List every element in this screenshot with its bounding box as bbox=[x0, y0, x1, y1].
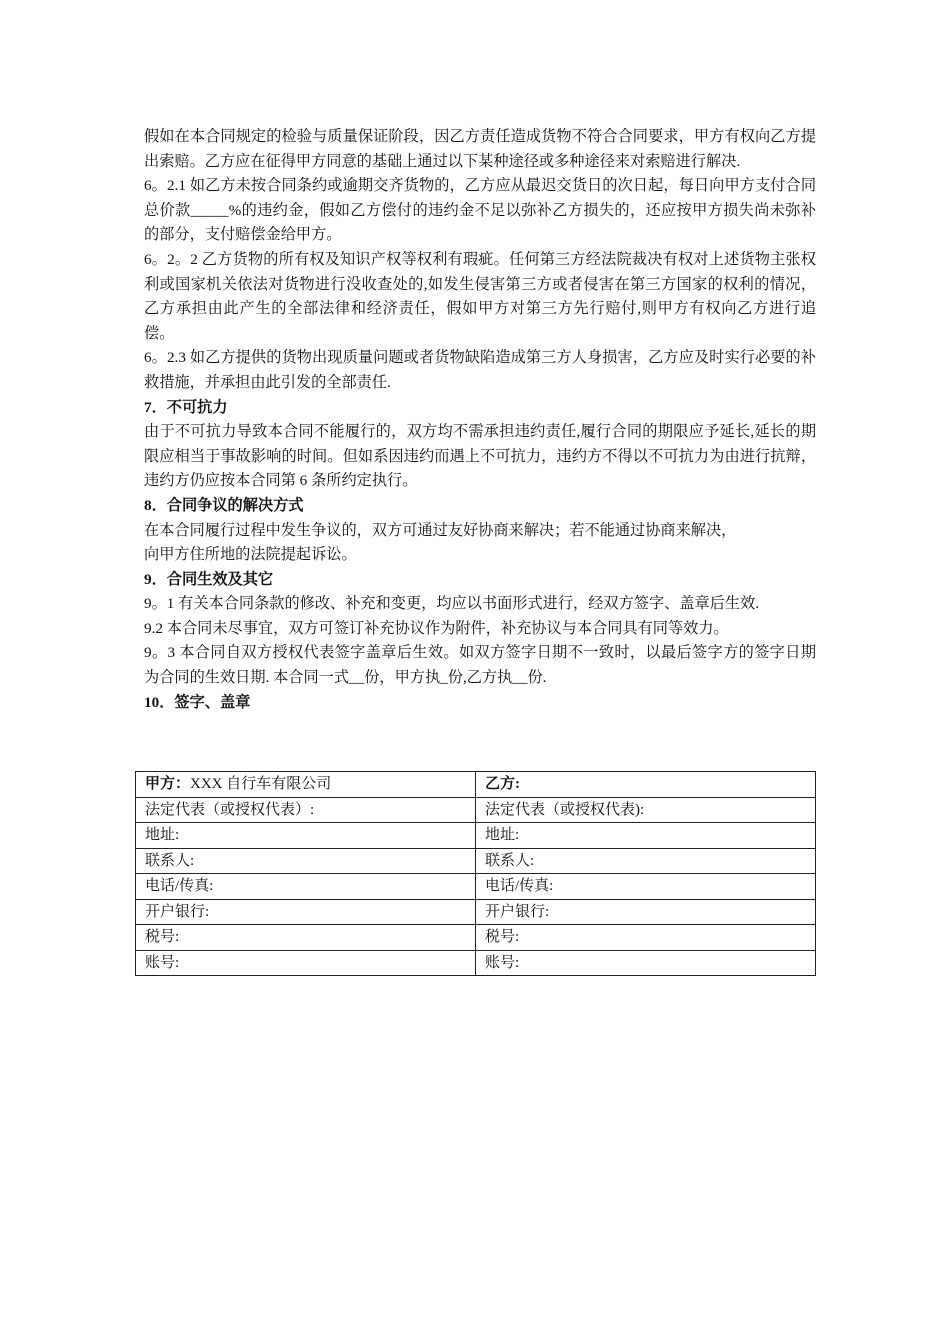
party-a-name: XXX 自行车有限公司 bbox=[190, 776, 332, 793]
clause-9-2: 9.2 本合同未尽事宜，双方可签订补充协议作为附件，补充协议与本合同具有同等效力。 bbox=[144, 619, 729, 637]
table-row bbox=[136, 925, 816, 951]
section7-heading: 7．不可抗力 bbox=[144, 398, 228, 416]
party-a-contact: 联系人: bbox=[136, 848, 476, 874]
party-b-bank: 开户银行: bbox=[476, 899, 816, 925]
party-b-address: 地址: bbox=[476, 823, 816, 849]
contract-page bbox=[144, 125, 816, 715]
section9-heading: 9．合同生效及其它 bbox=[144, 570, 274, 588]
party-b-cell bbox=[476, 772, 816, 798]
table-row bbox=[136, 950, 816, 976]
clause-9-3: 9。3 本合同自双方授权代表签字盖章后生效。如双方签字日期不一致时，以最后签字方的签字日期为合同的生效日期. 本合同一式__份，甲方执_份,乙方执__份. bbox=[144, 644, 816, 687]
party-b-label: 乙方: bbox=[485, 776, 520, 793]
party-a-tax-id: 税号: bbox=[136, 925, 476, 951]
clause-6-2-3: 6。2.3 如乙方提供的货物出现质量问题或者货物缺陷造成第三方人身损害，乙方应及时实行必要的补救措施，并承担由此引发的全部责任. bbox=[144, 349, 816, 391]
table-row bbox=[136, 848, 816, 874]
section6-intro: 假如在本合同规定的检验与质量保证阶段，因乙方责任造成货物不符合合同要求，甲方有权向乙方提出索赔。乙方应在征得甲方同意的基础上通过以下某种途径或多种途径来对索赔进行解决. bbox=[144, 128, 816, 170]
party-a-phone-fax: 电话/传真: bbox=[136, 874, 476, 900]
section8-heading: 8．合同争议的解决方式 bbox=[144, 496, 304, 514]
table-row bbox=[136, 797, 816, 823]
section7-body: 由于不可抗力导致本合同不能履行的，双方均不需承担违约责任,履行合同的期限应予延长,延长的期限应相当于事故影响的时间。但如系因违约而遇上不可抗力，违约方不得以不可抗力为由进行抗辩，违约方仍应按本合同第 6 条所约定执行。 bbox=[144, 423, 816, 490]
clause-6-2-1-text-a: 6。2.1 如乙方未按合同条约或逾期交齐货物的，乙方应从最迟交货日的次日起，每日向甲方支付合同总价款 bbox=[144, 177, 816, 219]
signature-table bbox=[135, 771, 816, 976]
party-a-account: 账号: bbox=[136, 950, 476, 976]
party-b-representative: 法定代表（或授权代表): bbox=[476, 797, 816, 823]
party-a-address: 地址: bbox=[136, 823, 476, 849]
party-b-tax-id: 税号: bbox=[476, 925, 816, 951]
section8-body-line2: 向甲方住所地的法院提起诉讼。 bbox=[144, 546, 357, 564]
clause-9-1: 9。1 有关本合同条款的修改、补充和变更，均应以书面形式进行，经双方签字、盖章后生效. bbox=[144, 595, 760, 613]
clause-6-2-2: 6。2。2 乙方货物的所有权及知识产权等权利有瑕疵。任何第三方经法院裁决有权对上述货物主张权利或国家机关依法对货物进行没收查处的,如发生侵害第三方或者侵害在第三方国家的权利的情况，乙方承担由此产生的全部法律和经济责任，假如甲方对第三方先行赔付,则甲方有权向乙方进行追偿。 bbox=[144, 250, 816, 342]
party-b-account: 账号: bbox=[476, 950, 816, 976]
penalty-rate-blank: _____% bbox=[190, 201, 242, 219]
party-a-representative: 法定代表（或授权代表）: bbox=[136, 797, 476, 823]
table-row bbox=[136, 899, 816, 925]
clause-6-2-1 bbox=[144, 174, 816, 248]
signature-header-row bbox=[136, 772, 816, 798]
party-a-bank: 开户银行: bbox=[136, 899, 476, 925]
section8-body-line1: 在本合同履行过程中发生争议的，双方可通过友好协商来解决；若不能通过协商来解决， bbox=[144, 521, 737, 539]
clause-6-2-1-text-b: 的违约金，假如乙方偿付的违约金不足以弥补乙方损失的，还应按甲方损失尚未弥补的部分，支付赔偿金给甲方。 bbox=[144, 201, 817, 244]
table-row bbox=[136, 823, 816, 849]
table-row bbox=[136, 874, 816, 900]
party-a-cell bbox=[136, 772, 476, 798]
section10-heading: 10．签字、盖章 bbox=[144, 693, 251, 711]
party-b-contact: 联系人: bbox=[476, 848, 816, 874]
party-a-label: 甲方： bbox=[145, 776, 191, 793]
party-b-phone-fax: 电话/传真: bbox=[476, 874, 816, 900]
